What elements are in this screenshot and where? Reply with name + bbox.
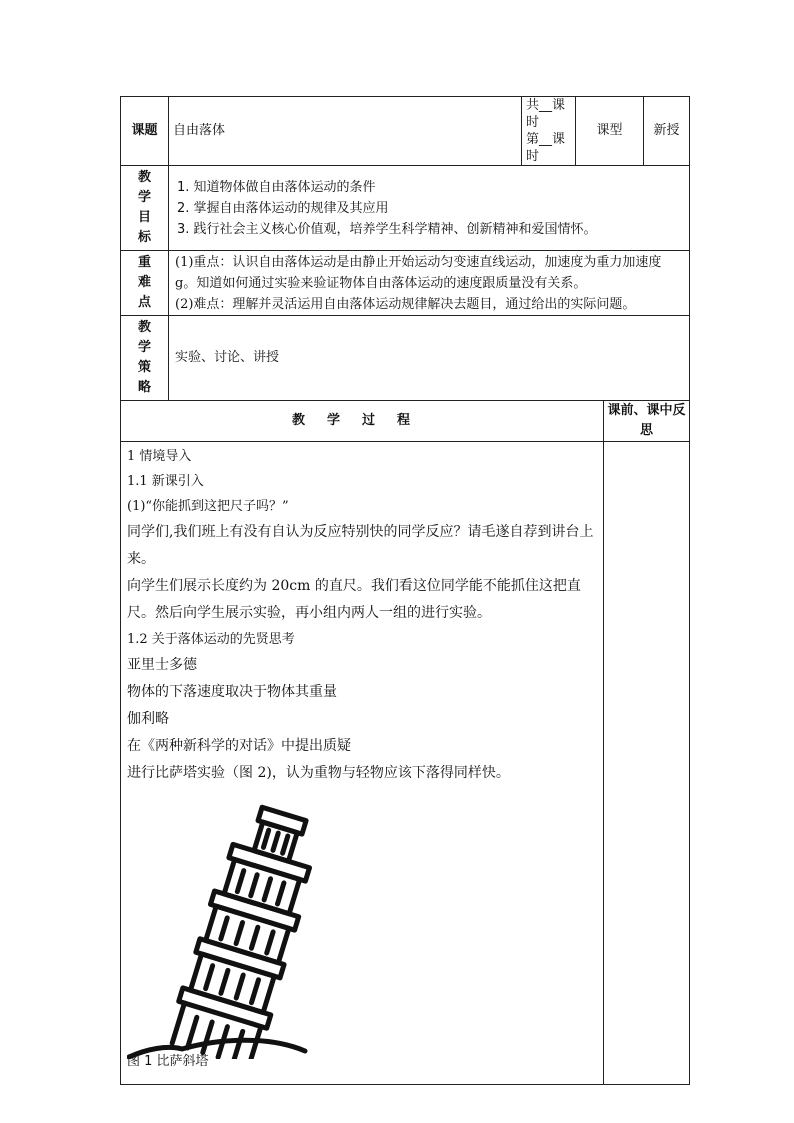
reflection-heading: 课前、课中反思 [604,401,690,442]
paragraph: 在《两种新科学的对话》中提出质疑 [127,738,351,754]
current-hour: 第__课时 [526,132,566,164]
process-content-row [121,442,690,1085]
objectives-label: 教 学 目 标 [121,166,169,251]
paragraph: 物体的下落速度取决于物体其重量 [127,684,337,700]
subject-value: 自由落体 [169,97,522,166]
header-row [121,97,690,166]
paragraph: 进行比萨塔实验（图 2)，认为重物与轻物应该下落得同样快。 [127,765,510,781]
subsection-heading: 1.2 关于落体运动的先贤思考 [127,632,295,647]
scientist-name: 伽利略 [127,711,169,727]
key-points-label: 重 难 点 [121,251,169,316]
type-value: 新授 [644,97,690,166]
objectives-row [121,166,690,251]
type-label: 课型 [576,97,644,166]
reflection-area [604,442,690,1085]
objective-item: 2. 掌握自由落体运动的规律及其应用 [177,200,389,216]
objectives-list [169,166,690,251]
total-hours: 共__课时 [526,98,566,130]
lesson-plan-table [120,96,690,1085]
hours-cell [522,97,576,166]
leaning-tower-illustration [127,799,347,1059]
paragraph: 同学们,我们班上有没有自认为反应特别快的同学反应？请毛遂自荐到讲台上来。 [127,524,594,567]
strategy-label: 教 学 策 略 [121,316,169,401]
strategy-row [121,316,690,401]
process-content [121,442,604,1085]
paragraph: 向学生们展示长度约为 20cm 的直尺。我们看这位同学能不能抓住这把直尺。然后向学生展示实验，再小组内两人一组的进行实验。 [127,578,581,621]
subject-label: 课题 [121,97,169,166]
process-header-row [121,401,690,442]
subsection-heading: 1.1 新课引入 [127,474,204,489]
figure [127,799,599,1069]
key-points-text [169,251,690,316]
objective-item: 1. 知道物体做自由落体运动的条件 [177,179,376,195]
section-heading: 1 情境导入 [127,449,192,464]
objective-item: 3. 践行社会主义核心价值观，培养学生科学精神、创新精神和爱国情怀。 [177,221,597,237]
figure-caption: 图 1 比萨斜塔 [127,1054,209,1069]
focus-text: (1)重点：认识自由落体运动是由静止开始运动匀变速直线运动，加速度为重力加速度 g。知道如何通过实验来验证物体自由落体运动的速度跟质量没有关系。 [175,254,662,291]
question-text: (1)“你能抓到这把尺子吗？” [127,499,289,514]
process-heading: 教学过程 [121,401,604,442]
strategy-value: 实验、讨论、讲授 [169,316,690,401]
philosopher-name: 亚里士多德 [127,657,197,673]
key-points-row [121,251,690,316]
difficulty-text: (2)难点：理解并灵活运用自由落体运动规律解决去题目，通过给出的实际问题。 [175,296,636,312]
